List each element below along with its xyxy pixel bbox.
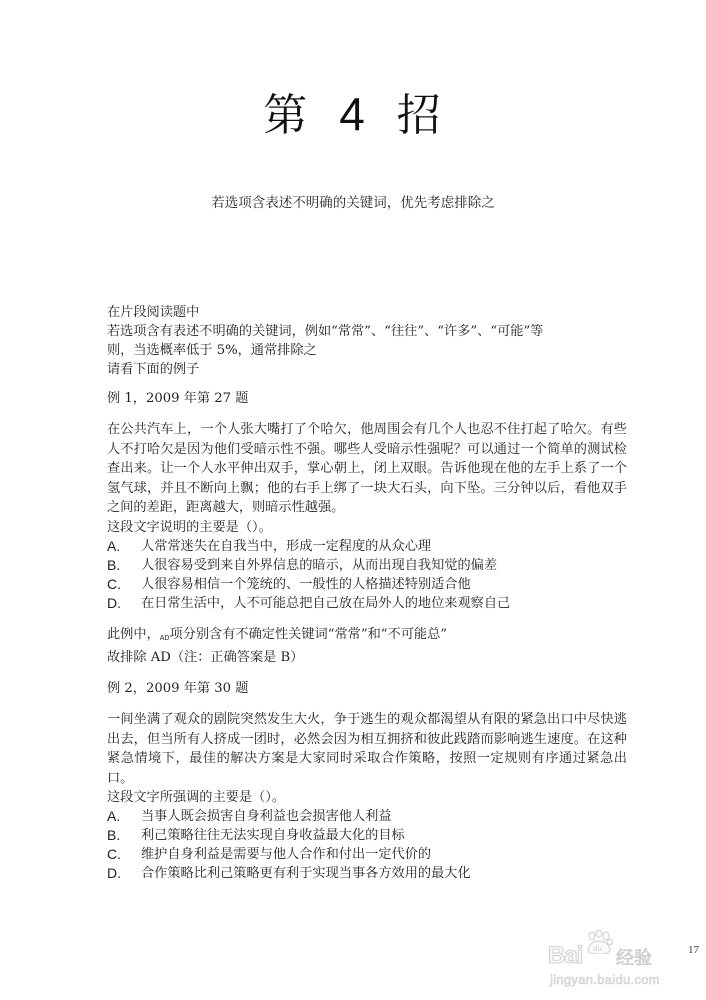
option-text: 维护自身利益是需要与他人合作和付出一定代价的 [141, 847, 432, 863]
option-text: 当事人既会损害自身利益也会损害他人利益 [141, 809, 392, 825]
analysis-line [107, 625, 627, 648]
option-c [107, 575, 627, 594]
analysis-conclusion: 故排除 AD（注：正确答案是 B） [107, 649, 304, 665]
analysis-prefix: 此例中， [107, 626, 160, 642]
analysis-subscript: AD [159, 634, 170, 642]
watermark-brand: Bai [548, 942, 583, 969]
title-prefix: 第 [263, 90, 310, 141]
option-d [107, 594, 627, 613]
title-number: 4 [339, 88, 367, 140]
option-c [107, 845, 627, 864]
option-text: 人很容易受到来自外界信息的暗示，从而出现自我知觉的偏差 [141, 557, 498, 573]
page-title [0, 86, 706, 144]
intro-line: 若选项含有表述不明确的关键词，例如“常常”、“往往”、“许多”、“可能”等 [107, 324, 544, 339]
example-1 [107, 389, 627, 667]
document-body [107, 303, 627, 883]
svg-text:du: du [593, 944, 602, 953]
option-b [107, 556, 627, 575]
option-list [107, 807, 627, 883]
option-text: 在日常生活中，人不可能总把自己放在局外人的地位来观察自己 [141, 595, 511, 611]
title-suffix: 招 [396, 90, 443, 141]
example-passage: 一间坐满了观众的剧院突然发生大火，争于逃生的观众都渴望从有限的紧急出口中尽快逃出去，但当所有人挤成一团时，必然会因为相互拥挤和彼此践踏而影响逃生速度。在这种紧急情境下，最佳的解决方案是大家同时采取合作策略，按照一定规则有序通过紧急出口。 [107, 711, 627, 786]
option-d [107, 864, 627, 883]
option-list [107, 537, 627, 613]
option-letter: B. [107, 556, 121, 573]
intro-line: 则，当选概率低于 5%，通常排除之 [107, 343, 317, 358]
intro-section [107, 303, 627, 379]
option-b [107, 826, 627, 845]
watermark-url: jingyan.baidu.com [550, 972, 660, 987]
option-text: 人常常迷失在自我当中，形成一定程度的从众心理 [141, 538, 432, 554]
option-text: 人很容易相信一个笼统的、一般性的人格描述特别适合他 [141, 576, 471, 592]
option-text: 利己策略往往无法实现自身收益最大化的目标 [141, 828, 405, 844]
example-heading: 例 1，2009 年第 27 题 [107, 391, 249, 406]
option-letter: A. [107, 808, 121, 825]
baidu-jingyan-watermark [548, 930, 668, 990]
example-question: 这段文字说明的主要是（）。 [107, 519, 272, 535]
page-number: 17 [688, 944, 699, 956]
intro-line: 请看下面的例子 [107, 362, 200, 377]
option-letter: C. [107, 575, 121, 592]
option-letter: A. [107, 537, 121, 554]
option-letter: D. [107, 865, 121, 882]
option-a [107, 807, 627, 826]
option-a [107, 537, 627, 556]
intro-line: 在片段阅读题中 [107, 305, 200, 320]
example-2 [107, 679, 627, 883]
option-letter: D. [107, 594, 121, 611]
option-letter: B. [107, 827, 121, 844]
subtitle: 若选项含表述不明确的关键词，优先考虑排除之 [211, 195, 495, 211]
example-heading: 例 2，2009 年第 30 题 [107, 680, 249, 696]
analysis-rest: 项分别含有不确定性关键词“常常”和“不可能总” [169, 626, 448, 642]
option-letter: C. [107, 846, 121, 863]
paw-logo-icon [584, 930, 614, 954]
example-question: 这段文字所强调的主要是（）。 [107, 790, 286, 806]
option-text: 合作策略比利己策略更有利于实现当事各方效用的最大化 [141, 866, 471, 882]
example-passage: 在公共汽车上，一个人张大嘴打了个哈欠，他周围会有几个人也忍不住打起了哈欠。有些人不打哈欠是因为他们受暗示性不强。哪些人受暗示性强呢？可以通过一个简单的测试检查出来。让一个人水平伸出双手，掌心朝上，闭上双眼。告诉他现在他的左手上系了一个氢气球，并且不断向上飘；他的右手上绑了一块大石头，向下坠。三分钟以后，看他双手之间的差距，距离越大，则暗示性越强。 [107, 422, 627, 516]
watermark-cn: 经验 [616, 948, 652, 969]
